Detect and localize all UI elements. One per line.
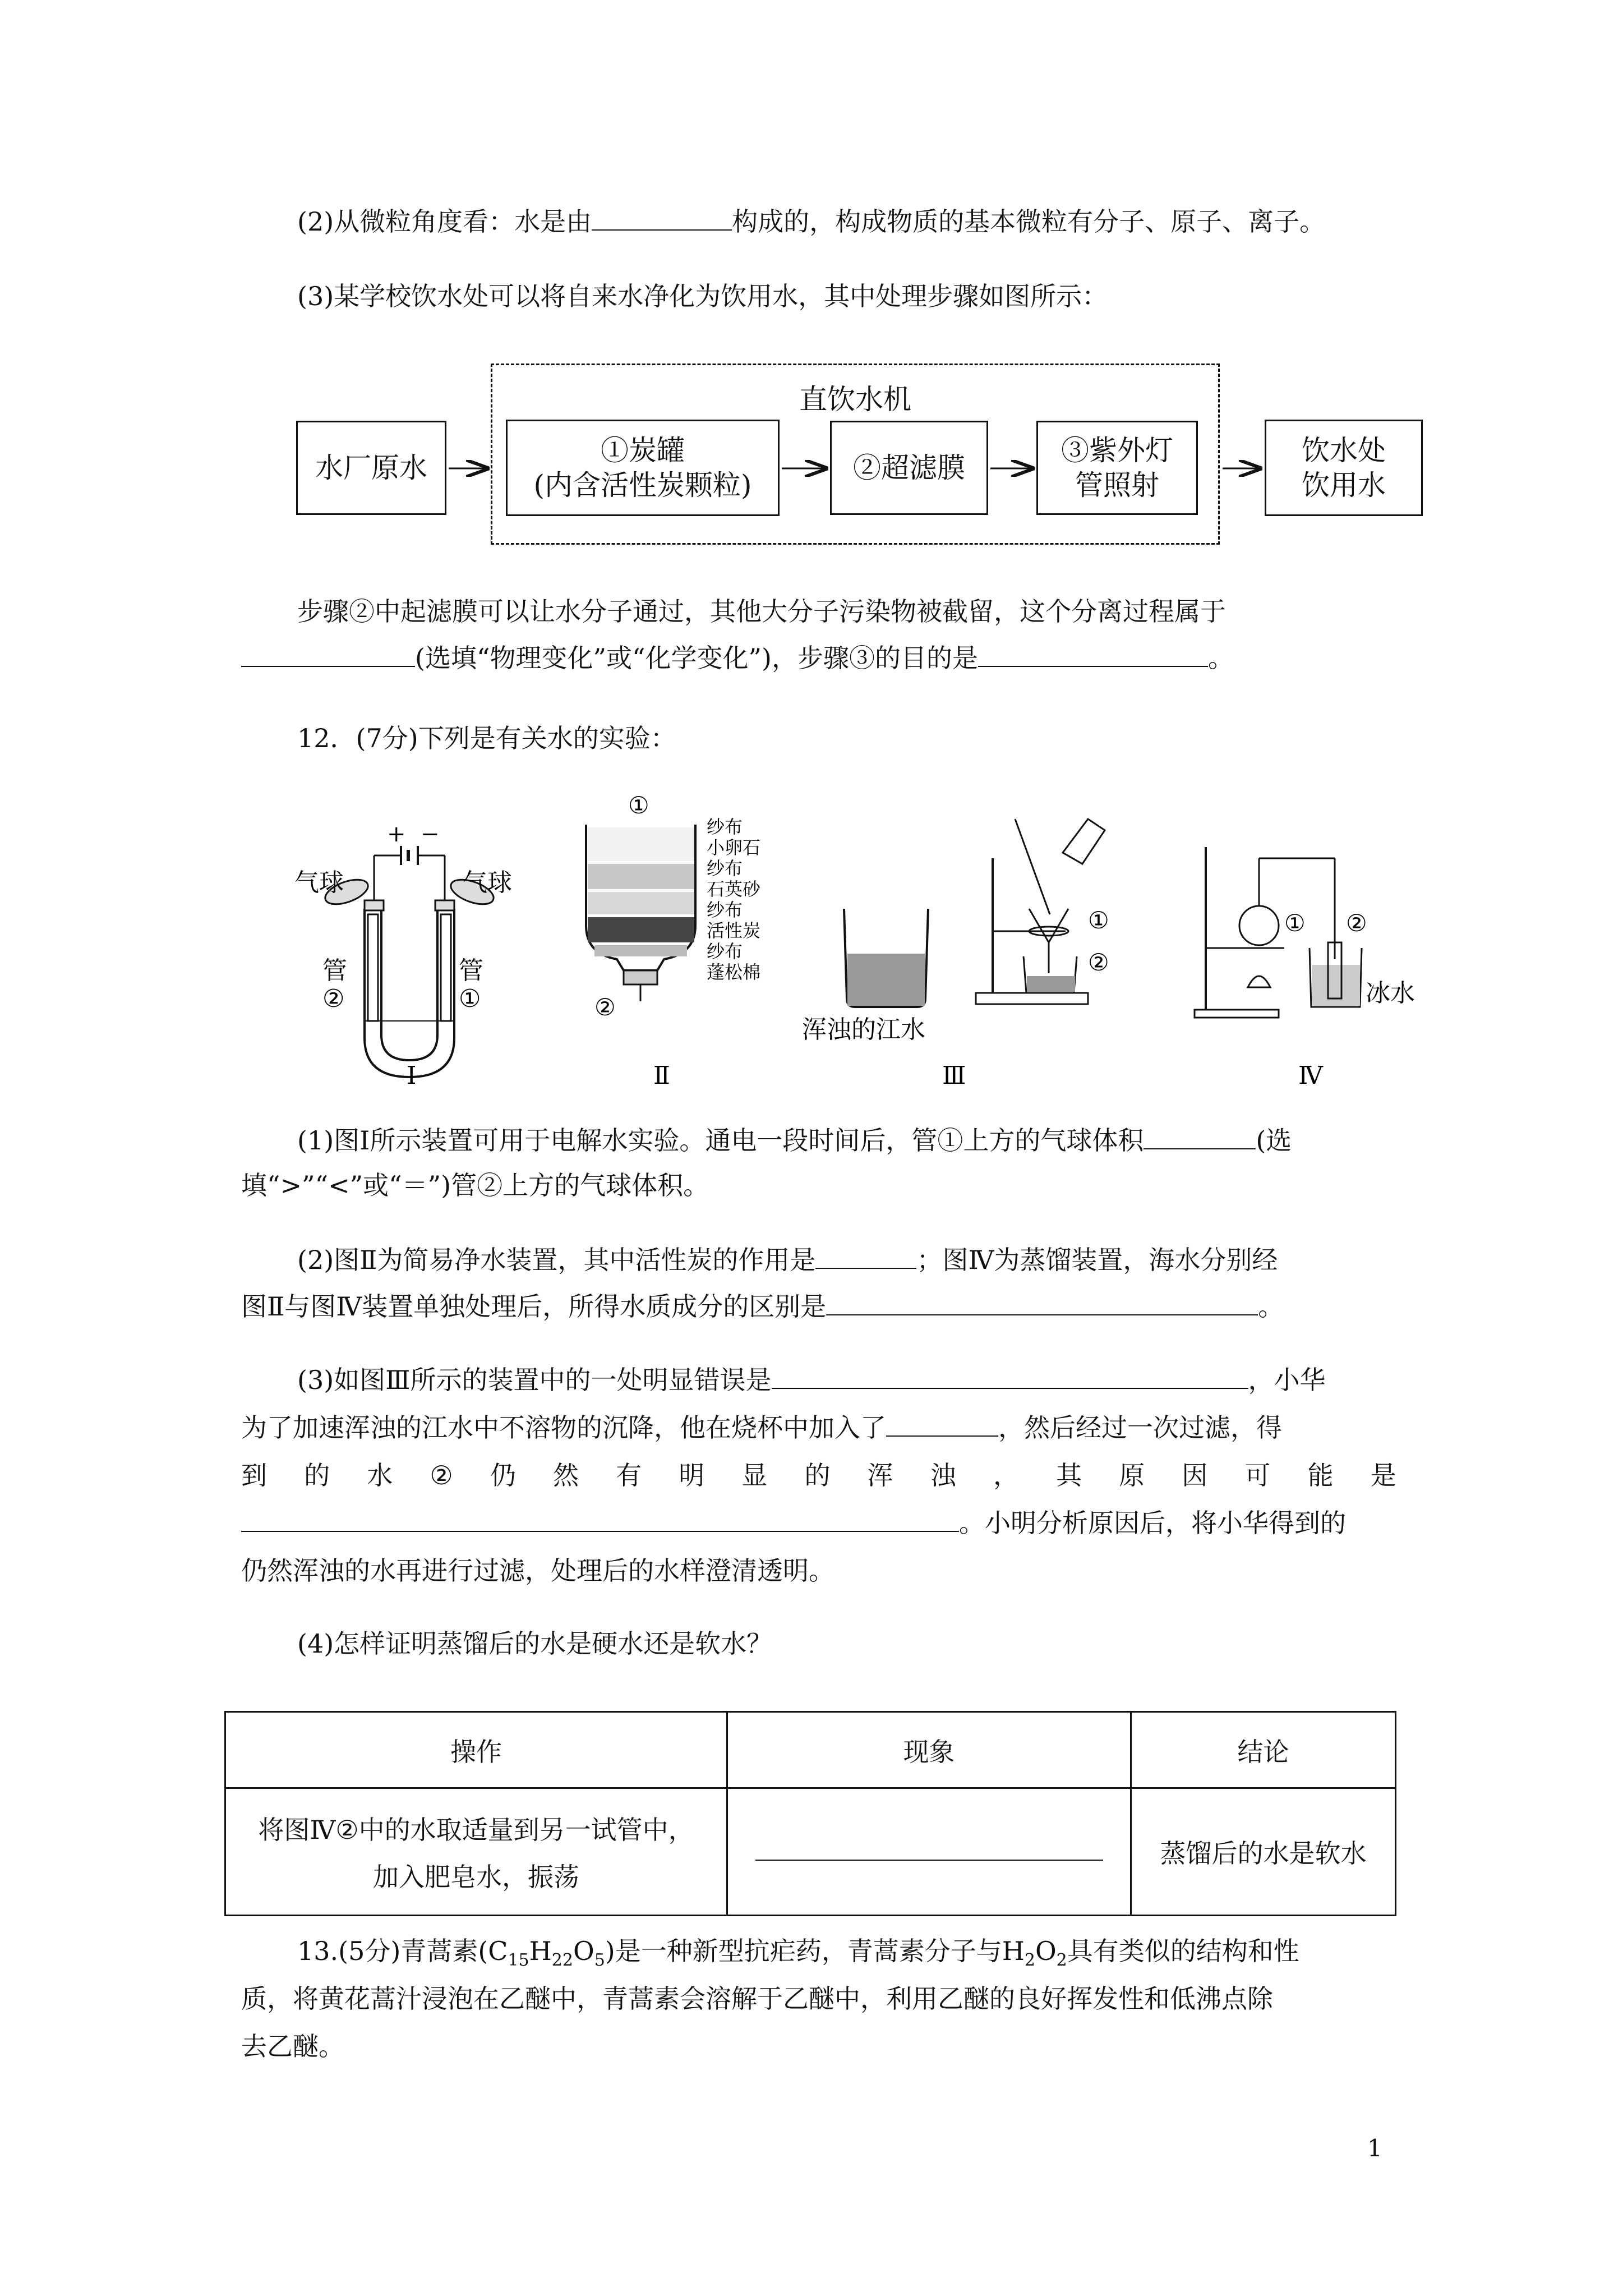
- flow-step3-box: ③紫外灯 管照射: [1036, 421, 1198, 515]
- fig1-minus: −: [421, 821, 440, 847]
- fig3-num1: ①: [1088, 907, 1109, 934]
- q13-line2: 质，将黄花蒿汁浸泡在乙醚中，青蒿素会溶解于乙醚中，利用乙醚的良好挥发性和低沸点除: [241, 1984, 1273, 2014]
- q12-p2-line2: 图Ⅱ与图Ⅳ装置单独处理后，所得水质成分的区别是 。: [241, 1290, 1396, 1323]
- answer-blank[interactable]: [815, 1243, 916, 1269]
- fig2-layer-2: 纱布: [707, 858, 743, 879]
- table-cell-phenomenon: [727, 1788, 1131, 1916]
- fig2-roman: Ⅱ: [653, 1061, 670, 1088]
- fig1-roman: Ⅰ: [407, 1061, 417, 1088]
- q11-step-text-2: (选填“物理变化”或“化学变化”)，步骤③的目的是 。: [241, 641, 1396, 675]
- answer-blank[interactable]: [978, 641, 1208, 667]
- q12-p1-line1: (1)图Ⅰ所示装置可用于电解水实验。通电一段时间后，管①上方的气球体积 (选: [297, 1124, 1453, 1157]
- fig2-top-num: ①: [628, 792, 649, 819]
- fig4-num1: ①: [1284, 909, 1306, 937]
- q12-p3-line2: 为了加速浑浊的江水中不溶物的沉降，他在烧杯中加入了 ，然后经过一次过滤，得: [241, 1411, 1396, 1444]
- machine-label: 直饮水机: [799, 383, 911, 416]
- answer-blank[interactable]: [755, 1843, 1103, 1861]
- experiment-table: [224, 1711, 1396, 1916]
- fig4-num2: ②: [1346, 909, 1367, 937]
- fig1-balloon-left-label: 气球: [294, 868, 344, 897]
- page-number: 1: [1367, 2134, 1382, 2162]
- q12-p3-line3: 到 的 水 ② 仍 然 有 明 显 的 浑 浊 ， 其 原 因 可 能 是: [241, 1460, 1396, 1490]
- fig1-tube-right-label: 管: [459, 956, 483, 985]
- fig1-balloon-right-label: 气球: [463, 868, 512, 897]
- answer-blank[interactable]: [241, 1506, 959, 1532]
- fig3-beaker-label: 浑浊的江水: [802, 1015, 925, 1044]
- flow-output-box: 饮水处 饮用水: [1265, 420, 1423, 516]
- answer-blank[interactable]: [826, 1290, 1258, 1315]
- table-cell-conclusion: 蒸馏后的水是软水: [1131, 1788, 1396, 1916]
- fig2-layer-5: 活性炭: [707, 920, 761, 941]
- q13-line3: 去乙醚。: [241, 2031, 344, 2062]
- fig3-beaker: [844, 909, 928, 1007]
- q12-p1-line2: 填“>”“<”或“＝”)管②上方的气球体积。: [241, 1170, 709, 1200]
- fig1-plus: +: [387, 821, 406, 847]
- fig2-layer-7: 蓬松棉: [707, 961, 761, 983]
- answer-blank[interactable]: [241, 641, 415, 667]
- fig2-layer-4: 纱布: [707, 899, 743, 921]
- fig1-num-left: ②: [322, 984, 345, 1013]
- fig4-roman: Ⅳ: [1298, 1061, 1323, 1088]
- table-cell-operation: 将图Ⅳ②中的水取适量到另一试管中， 加入肥皂水，振荡: [225, 1788, 727, 1916]
- fig4-ice-label: 冰水: [1366, 979, 1415, 1007]
- fig3-roman: Ⅲ: [942, 1061, 966, 1088]
- q12-p3-line5: 仍然浑浊的水再进行过滤，处理后的水样澄清透明。: [241, 1556, 834, 1586]
- table-header-operation: 操作: [225, 1712, 727, 1788]
- fig3-num2: ②: [1088, 949, 1109, 976]
- fig2-layer-0: 纱布: [707, 816, 743, 838]
- answer-blank[interactable]: [772, 1363, 1248, 1389]
- fig2-layer-3: 石英砂: [707, 878, 761, 900]
- q12-p2-line1: (2)图Ⅱ为简易净水装置，其中活性炭的作用是 ；图Ⅳ为蒸馏装置，海水分别经: [297, 1243, 1453, 1277]
- q12-title: 12．(7分)下列是有关水的实验：: [297, 723, 676, 753]
- fig3-filter-apparatus: [976, 819, 1105, 1004]
- flow-arrows: [0, 0, 1623, 561]
- fig2-layer-6: 纱布: [707, 941, 743, 962]
- fig1-num-right: ①: [459, 984, 481, 1013]
- answer-blank[interactable]: [886, 1411, 998, 1437]
- fig1-tube-left-label: 管: [322, 956, 347, 985]
- flow-step1-box: ①炭罐 (内含活性炭颗粒): [506, 420, 780, 516]
- flow-step2-box: ②超滤膜: [830, 421, 988, 515]
- table-header-phenomenon: 现象: [727, 1712, 1131, 1788]
- q12-p4: (4)怎样证明蒸馏后的水是硬水还是软水？: [297, 1628, 773, 1659]
- fig2-purifier: [586, 825, 695, 1001]
- q12-figures: [280, 785, 1458, 1088]
- fig2-bottom-num: ②: [594, 993, 616, 1021]
- fig4-distillation: [1195, 847, 1362, 1018]
- q13-line1: 13.(5分)青蒿素$(C_{15}H_{22}O_5)$是一种新型抗疟药，青蒿素分子与$H_2O_2$具有类似的结构和性: [297, 1936, 1299, 1971]
- table-header-conclusion: 结论: [1131, 1712, 1396, 1788]
- q12-p3-line1: (3)如图Ⅲ所示的装置中的一处明显错误是 ，小华: [297, 1363, 1453, 1397]
- fig2-layer-1: 小卵石: [707, 837, 761, 858]
- q12-p3-line4: 。小明分析原因后，将小华得到的: [241, 1506, 1396, 1540]
- q11-part2: (2)从微粒角度看：水是由 构成的，构成物质的基本微粒有分子、原子、离子。: [297, 205, 1453, 238]
- answer-blank[interactable]: [1144, 1124, 1256, 1149]
- q11-step-text-1: 步骤②中起滤膜可以让水分子通过，其他大分子污染物被截留，这个分离过程属于: [297, 596, 1226, 627]
- flow-source-box: 水厂原水: [296, 421, 446, 515]
- q11-part3: (3)某学校饮水处可以将自来水净化为饮用水，其中处理步骤如图所示：: [297, 281, 1108, 311]
